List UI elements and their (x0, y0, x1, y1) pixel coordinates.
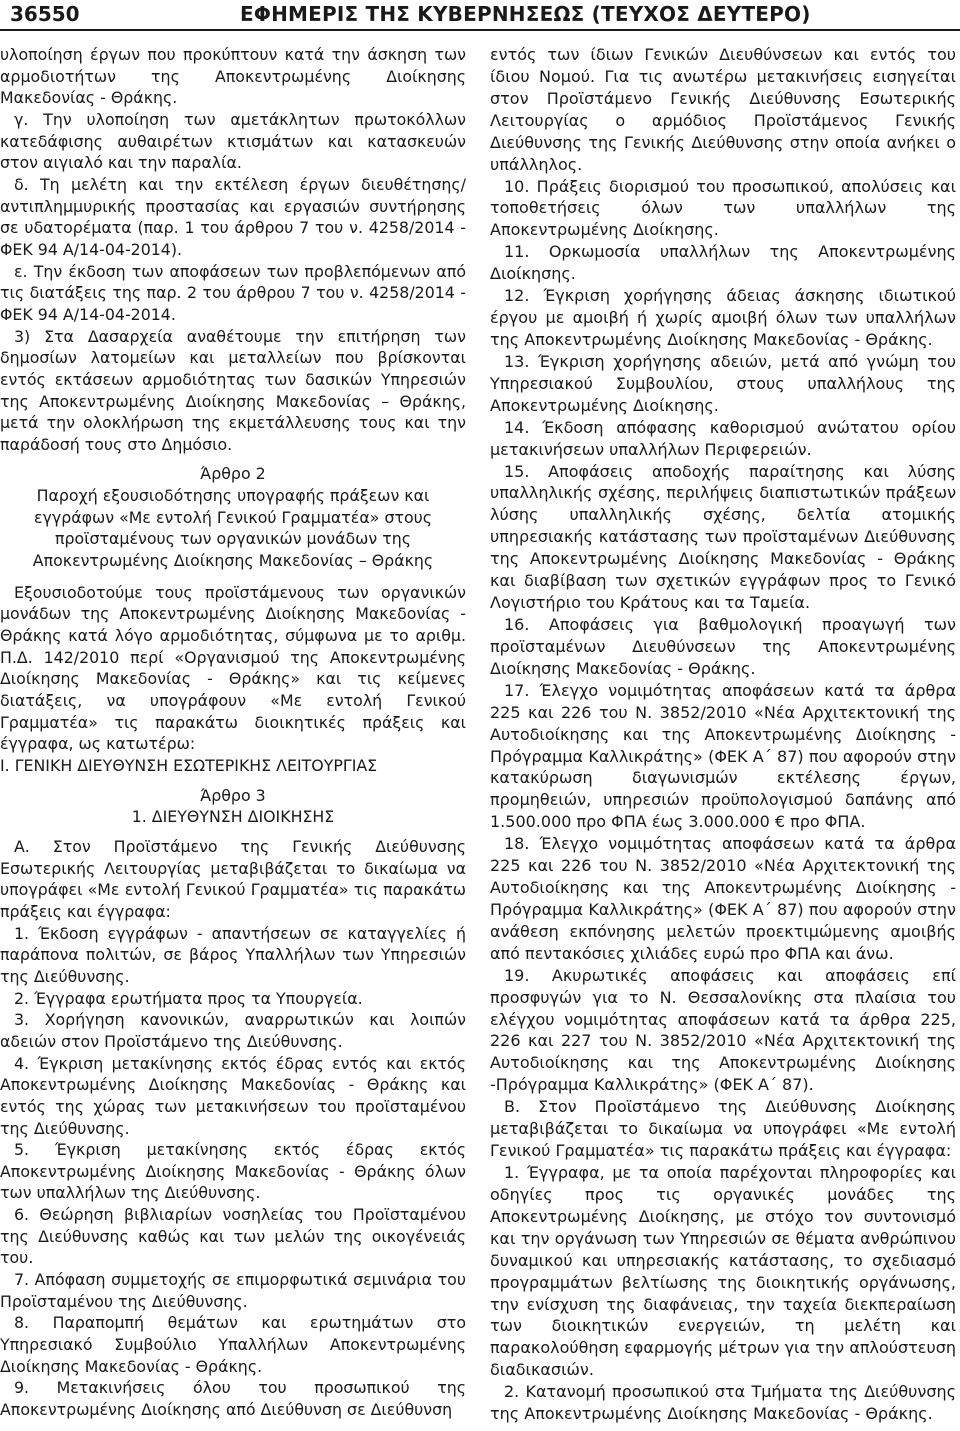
list-item: 6. Θεώρηση βιβλιαρίων νοσηλείας του Προϊσταμένου της Διεύθυνσης καθώς και των μελών της οικογένειάς του. (0, 1205, 466, 1268)
right-column (490, 44, 956, 1425)
header-rule (0, 29, 960, 31)
paragraph: ε. Την έκδοση των αποφάσεων των προβλεπόμενων από τις διατάξεις της παρ. 2 του άρθρου 7 του ν. 4258/2014 - ΦΕΚ 94 Α/14-04-2014. (0, 261, 466, 324)
paragraph: Εξουσιοδοτούμε τους προϊστάμενους των οργανικών μονάδων της Αποκεντρωμένης Διοίκησης Μακεδονίας - Θράκης κατά λόγο αρμοδιότητας, σύμφωνα με το αριθμ. Π.Δ. 142/2010 περί «Οργανισμού της Αποκεντρωμένης Διοίκησης Μακεδονίας - Θράκης» και τις κείμενες διατάξεις, να υπογράφουν «Με εντολή Γενικού Γραμματέα» τις παρακάτω διοικητικές πράξεις και έγγραφα, ως κατωτέρω: (0, 582, 466, 754)
section-heading: Ι. ΓΕΝΙΚΗ ΔΙΕΥΘΥΝΣΗ ΕΣΩΤΕΡΙΚΗΣ ΛΕΙΤΟΥΡΓΙΑΣ (0, 756, 378, 775)
list-item: 1. Έκδοση εγγράφων - απαντήσεων σε καταγγελίες ή παράπονα πολιτών, σε βάρος Υπαλλήλων των Υπηρεσιών της Διεύθυνσης. (0, 923, 466, 986)
list-item: 18. Έλεγχο νομιμότητας αποφάσεων κατά τα άρθρα 225 και 226 του Ν. 3852/2010 «Νέα Αρχιτεκτονική της Αυτοδιοίκησης και της Αποκεντρωμένης Διοίκησης - Πρόγραμμα Καλλικράτης» (ΦΕΚ Α΄ 87) που αφορούν στην ανάθεση εκπόνησης μελετών προεκτιμώμενης αμοιβής από πεντακόσιες χιλιάδες ευρώ προ ΦΠΑ και άνω. (490, 834, 956, 963)
paragraph: 3) Στα Δασαρχεία αναθέτουμε την επιτήρηση των δημοσίων λατομείων και μεταλλείων που βρίσκονται εντός εκτάσεων αρμοδιότητας των δασικών Υπηρεσιών της Αποκεντρωμένης Διοίκησης Μακεδονίας – Θράκης, μετά την ολοκλήρωση της εκμετάλλευσης τους και την παράδοσή τους στο Δημόσιο. (0, 326, 466, 454)
list-item: 4. Έγκριση μετακίνησης εκτός έδρας εντός και εκτός Αποκεντρωμένης Διοίκησης Μακεδονίας - Θράκης και εντός της χώρας των μετακινήσεων του προϊσταμένου της Διεύθυνσης. (0, 1053, 466, 1138)
list-item: 12. Έγκριση χορήγησης άδειας άσκησης ιδιωτικού έργου με αμοιβή ή χωρίς αμοιβή όλων των υπαλλήλων της Αποκεντρωμένης Διοίκησης Μακεδονίας - Θράκης. (490, 286, 956, 349)
list-item: 1. Έγγραφα, με τα οποία παρέχονται πληροφορίες και οδηγίες προς τις οργανικές μονάδες της Αποκεντρωμένης Διοίκησης, με στόχο τον συντονισμό και την οργάνωση των Υπηρεσιών σε θέματα ανθρώπινου δυναμικού και υπηρεσιακής κατάστασης, το σχεδιασμό προγραμμάτων βελτίωσης της διοικητικής οργάνωσης, την ενίσχυση της διαφάνειας, την ταχεία διεκπεραίωση των διοικητικών ενεργειών, τη μελέτη και παρακολούθηση εφαρμογής μέτρων για την απλούστευση διαδικασιών. (490, 1163, 956, 1380)
list-item: 19. Ακυρωτικές αποφάσεις και αποφάσεις επί προσφυγών για το Ν. Θεσσαλονίκης στα πλαίσια του ελέγχου νομιμότητας αποφάσεων κατά τα άρθρα 225, 226 και 227 του Ν. 3852/2010 «Νέα Αρχιτεκτονική της Αυτοδιοίκησης και της Αποκεντρωμένης Διοίκησης -Πρόγραμμα Καλλικράτης» (ΦΕΚ Α΄ 87). (490, 965, 956, 1095)
left-column (0, 44, 466, 1421)
list-item: 13. Έγκριση χορήγησης αδειών, μετά από γνώμη του Υπηρεσιακού Συμβουλίου, στους υπαλλήλους της Αποκεντρωμένης Διοίκησης. (490, 351, 956, 415)
list-item: 8. Παραπομπή θεμάτων και ερωτημάτων στο Υπηρεσιακό Συμβούλιο Υπαλλήλων Αποκεντρωμένης Διοίκησης Μακεδονίας - Θράκης. (0, 1313, 466, 1376)
paragraph: εντός των ίδιων Γενικών Διευθύνσεων και εντός του ίδιου Νομού. Για τις ανωτέρω μετακινήσεις εισηγείται στον Προϊστάμενο Γενικής Διεύθυνσης Εσωτερικής Λειτουργίας ο αρμόδιος Προϊστάμενος Γενικής Διεύθυνσης της Γενικής Διεύθυνσης στην οποία ανήκει ο υπάλληλος. (490, 45, 956, 174)
list-item: 10. Πράξεις διορισμού του προσωπικού, απολύσεις και τοποθετήσεις όλων των υπαλλήλων της Αποκεντρωμένης Διοίκησης. (490, 176, 956, 240)
list-item: 16. Αποφάσεις για βαθμολογική προαγωγή των προϊσταμένων Διευθύνσεων της Αποκεντρωμένης Διοίκησης Μακεδονίας - Θράκης. (490, 614, 956, 678)
list-item: 14. Έκδοση απόφασης καθορισμού ανώτατου ορίου μετακινήσεων υπαλλήλων Περιφερειών. (490, 417, 956, 459)
list-item: 2. Έγγραφα ερωτήματα προς τα Υπουργεία. (14, 988, 363, 1008)
paragraph: γ. Την υλοποίηση των αμετάκλητων πρωτοκόλλων κατεδάφισης αυθαιρέτων κτισμάτων και κατασκευών στον αιγιαλό και την παραλία. (0, 109, 466, 173)
list-item: 11. Ορκωμοσία υπαλλήλων της Αποκεντρωμένης Διοίκησης. (490, 242, 956, 284)
list-item: 7. Απόφαση συμμετοχής σε επιμορφωτικά σεμινάρια του Προϊσταμένου της Διεύθυνσης. (0, 1270, 466, 1311)
page-header (0, 0, 960, 30)
article-3-subtitle: 1. ΔΙΕΥΘΥΝΣΗ ΔΙΟΙΚΗΣΗΣ (131, 807, 335, 827)
page-number: 36550 (10, 2, 80, 26)
paragraph: Β. Στον Προϊστάμενο της Διεύθυνσης Διοίκησης μεταβιβάζεται το δικαίωμα να υπογράφει «Με εντολή Γενικού Γραμματέα» τις παρακάτω πράξεις και έγγραφα: (490, 1097, 956, 1161)
list-item: 9. Μετακινήσεις όλου του προσωπικού της Αποκεντρωμένης Διοίκησης από Διεύθυνση σε Διεύθυνση (0, 1378, 466, 1420)
article-3-title: Άρθρο 3 (200, 785, 266, 805)
paragraph: υλοποίηση έργων που προκύπτουν κατά την άσκηση των αρμοδιοτήτων της Αποκεντρωμένης Διοίκησης Μακεδονίας - Θράκης. (0, 45, 466, 108)
list-item: 17. Έλεγχο νομιμότητας αποφάσεων κατά τα άρθρα 225 και 226 του Ν. 3852/2010 «Νέα Αρχιτεκτονική της Αυτοδιοίκησης και της Αποκεντρωμένης Διοίκησης - Πρόγραμμα Καλλικράτης» (ΦΕΚ Α΄ 87) που αφορούν στην κατακύρωση διαγωνισμών εκτέλεσης έργων, προμηθειών, υπηρεσιών προϋπολογισμού δαπάνης από 1.500.000 προ ΦΠΑ έως 3.000.000 € προ ΦΠΑ. (490, 680, 956, 832)
list-item: 5. Έγκριση μετακίνησης εκτός έδρας εκτός Αποκεντρωμένης Διοίκησης Μακεδονίας - Θράκης όλων των υπαλλήλων της Διεύθυνσης. (0, 1140, 466, 1203)
article-2-subtitle: Παροχή εξουσιοδότησης υπογραφής πράξεων και εγγράφων «Με εντολή Γενικού Γραμματέα» στους προϊσταμένους των οργανικών μονάδων της Αποκεντρωμένης Διοίκησης Μακεδονίας – Θράκης (32, 486, 434, 571)
paragraph: δ. Τη μελέτη και την εκτέλεση έργων διευθέτησης/ αντιπλημμυρικής προστασίας και εργασιών συντήρησης σε υδατορέματα (παρ. 1 του άρθρου 7 του ν. 4258/2014 - ΦΕΚ 94 Α/14-04-2014). (0, 174, 466, 259)
paragraph: Α. Στον Προϊστάμενο της Γενικής Διεύθυνσης Εσωτερικής Λειτουργίας μεταβιβάζεται το δικαίωμα να υπογράφει «Με εντολή Γενικού Γραμματέα» τις παρακάτω πράξεις και έγγραφα: (0, 836, 466, 921)
gazette-title: ΕΦΗΜΕΡΙΣ ΤΗΣ ΚΥΒΕΡΝΗΣΕΩΣ (ΤΕΥΧΟΣ ΔΕΥΤΕΡΟ) (240, 2, 811, 26)
list-item: 2. Κατανομή προσωπικού στα Τμήματα της Διεύθυνσης της Αποκεντρωμένης Διοίκησης Μακεδονίας - Θράκης. (490, 1382, 956, 1424)
list-item: 3. Χορήγηση κανονικών, αναρρωτικών και λοιπών αδειών στον Προϊστάμενο της Διεύθυνσης. (0, 1010, 466, 1051)
list-item: 15. Αποφάσεις αποδοχής παραίτησης και λύσης υπαλληλικής σχέσης, περιλήψεις διαπιστωτικών πράξεων λύσης υπαλληλικής σχέσης, δελτία ατομικής υπηρεσιακής κατάστασης των προϊσταμένων Διεύθυνσης της Αποκεντρωμένης Διοίκησης Μακεδονίας - Θράκης και διαβίβαση των σχετικών εγγράφων προς το Γενικό Λογιστήριο του Κράτους και τα Ταμεία. (490, 461, 956, 613)
article-2-title: Άρθρο 2 (200, 464, 266, 484)
